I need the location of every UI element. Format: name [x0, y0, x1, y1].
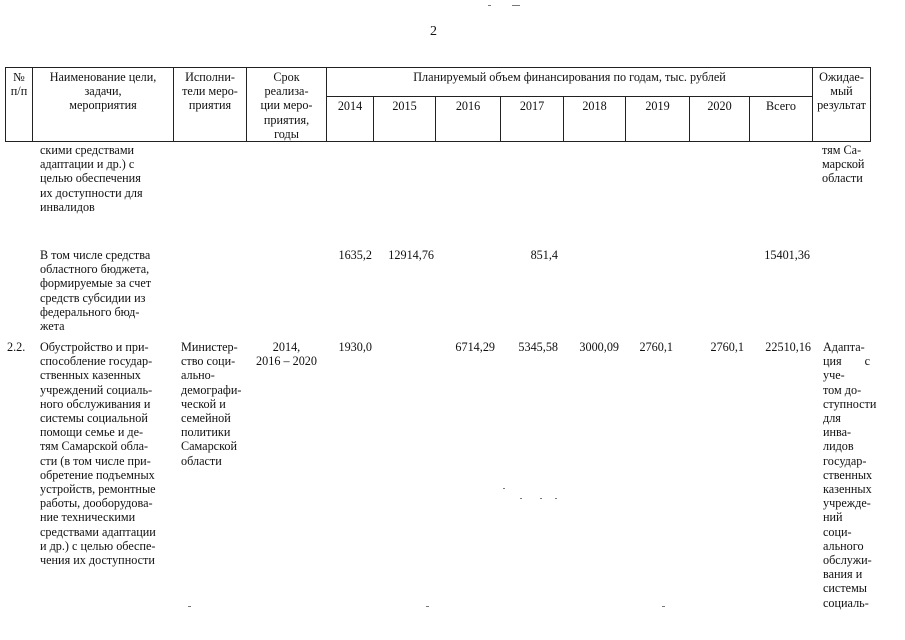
header-year: 2016 — [455, 99, 481, 113]
scan-speck — [426, 606, 429, 607]
scan-speck — [512, 5, 520, 6]
subrow-name: В том числе средства областного бюджета, формируемые за счет средств субсидии из федерального бюд- жета — [40, 248, 152, 334]
header-funding: Планируемый объем финансирования по годам, тыс. рублей — [413, 70, 726, 84]
subrow-value-2015: 12914,76 — [388, 248, 434, 262]
row-value-2019: 2760,1 — [639, 340, 673, 354]
row-term: 2014, 2016 – 2020 — [256, 340, 317, 369]
col-line — [870, 67, 871, 142]
row-value-2018: 3000,09 — [579, 340, 619, 354]
header-name: Наименование цели, задачи, мероприятия — [49, 70, 157, 113]
row-total: 22510,16 — [765, 340, 811, 354]
row-name: Обустройство и при- способление государ- ственных казенных учреждений социаль- ного обслуживания и системы социальной помощи семье и де- тям Самарской обла- сти (в том числе при- обретение подъемных устройств, ремонтные работы, дооборудова- ние техническими средствами адаптации и др.) с целью обеспе- чения их доступности — [40, 340, 156, 568]
table-top-border — [5, 67, 871, 68]
header-year: 2019 — [645, 99, 670, 113]
header-result: Ожидае- мый результат — [817, 70, 866, 113]
header-number: № п/п — [10, 70, 28, 99]
header-bottom-border — [5, 141, 871, 142]
scan-speck — [188, 606, 191, 607]
header-year: 2020 — [707, 99, 732, 113]
row-value-2017: 5345,58 — [518, 340, 558, 354]
subrow-value-2014: 1635,2 — [338, 248, 372, 262]
row-number: 2.2. — [7, 340, 26, 354]
row-value-2020: 2760,1 — [710, 340, 744, 354]
row-result: Адапта- ция с уче- том до- ступности для инва- лидов государ- ственных казенных учрежде- ний соци- ального обслужи- вания и системы социаль- — [823, 340, 877, 610]
scan-speck — [520, 498, 522, 499]
row-executor: Министер- ство соци- ально- демографи- ческой и семейной политики Самарской области — [181, 340, 242, 468]
header-total: Всего — [766, 99, 796, 113]
header-executor: Исполни- тели меро- приятия — [182, 70, 238, 113]
header-term: Срок реализа- ции меро- приятия, годы — [260, 70, 313, 141]
header-year: 2014 — [337, 99, 363, 113]
scan-speck — [662, 606, 665, 607]
continued-result-text: тям Са- марской области — [822, 143, 865, 186]
continued-name-text: скими средствами адаптации и др.) с целью обеспечения их доступности для инвалидов — [40, 143, 143, 214]
subrow-value-2017: 851,4 — [530, 248, 558, 262]
header-year: 2017 — [519, 99, 545, 113]
scan-speck — [503, 488, 505, 489]
years-divider — [326, 96, 812, 97]
header-year: 2015 — [392, 99, 417, 113]
scan-speck — [555, 498, 557, 499]
header-year: 2018 — [582, 99, 607, 113]
scan-speck — [488, 5, 491, 6]
scan-speck — [540, 498, 542, 499]
page-number: 2 — [430, 24, 437, 39]
row-value-2016: 6714,29 — [455, 340, 495, 354]
row-value-2014: 1930,0 — [338, 340, 372, 354]
subrow-total: 15401,36 — [764, 248, 810, 262]
